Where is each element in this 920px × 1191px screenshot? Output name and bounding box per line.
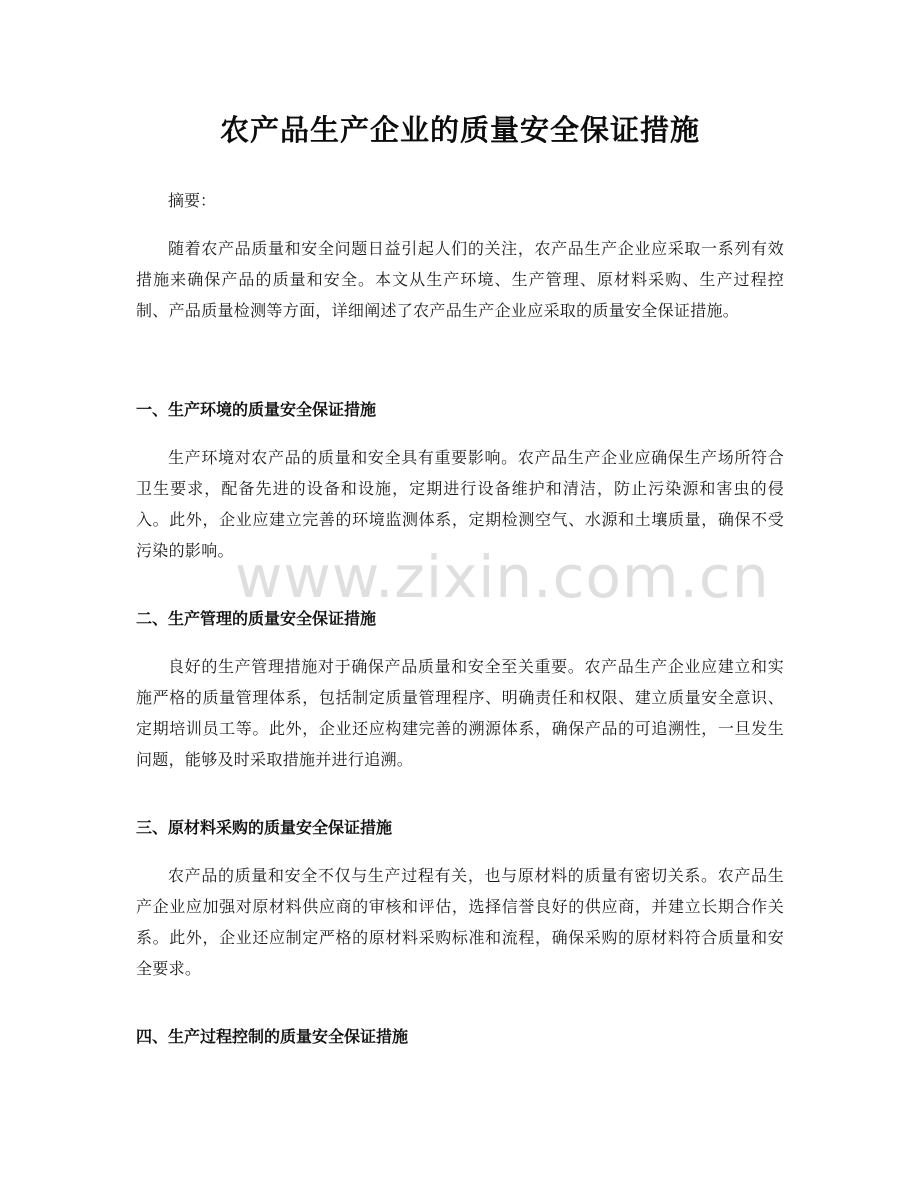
- section-body-2: 良好的生产管理措施对于确保产品质量和安全至关重要。农产品生产企业应建立和实施严格的质量管理体系，包括制定质量管理程序、明确责任和权限、建立质量安全意识、定期培训员工等。此外，企业还应构建完善的溯源体系，确保产品的可追溯性，一旦发生问题，能够及时采取措施并进行追溯。: [136, 657, 784, 769]
- watermark: www.zixin.com.cn: [235, 543, 770, 611]
- section-heading-2: 二、生产管理的质量安全保证措施: [136, 609, 377, 628]
- section-body-1: 生产环境对农产品的质量和安全具有重要影响。农产品生产企业应确保生产场所符合卫生要求，配备先进的设备和设施，定期进行设备维护和清洁，防止污染源和害虫的侵入。此外，企业应建立完善的环境监测体系，定期检测空气、水源和土壤质量，确保不受污染的影响。: [136, 448, 784, 560]
- document-title: 农产品生产企业的质量安全保证措施: [219, 113, 700, 147]
- section-body-3: 农产品的质量和安全不仅与生产过程有关，也与原材料的质量有密切关系。农产品生产企业应加强对原材料供应商的审核和评估，选择信誉良好的供应商，并建立长期合作关系。此外，企业还应制定严格的原材料采购标准和流程，确保采购的原材料符合质量和安全要求。: [136, 866, 784, 978]
- section-heading-4: 四、生产过程控制的质量安全保证措施: [136, 1027, 409, 1046]
- abstract-paragraph: 随着农产品质量和安全问题日益引起人们的关注，农产品生产企业应采取一系列有效措施来确保产品的质量和安全。本文从生产环境、生产管理、原材料采购、生产过程控制、产品质量检测等方面，详细阐述了农产品生产企业应采取的质量安全保证措施。: [136, 239, 784, 320]
- abstract-label: 摘要：: [168, 191, 217, 210]
- section-heading-1: 一、生产环境的质量安全保证措施: [136, 400, 377, 419]
- section-heading-3: 三、原材料采购的质量安全保证措施: [136, 818, 393, 837]
